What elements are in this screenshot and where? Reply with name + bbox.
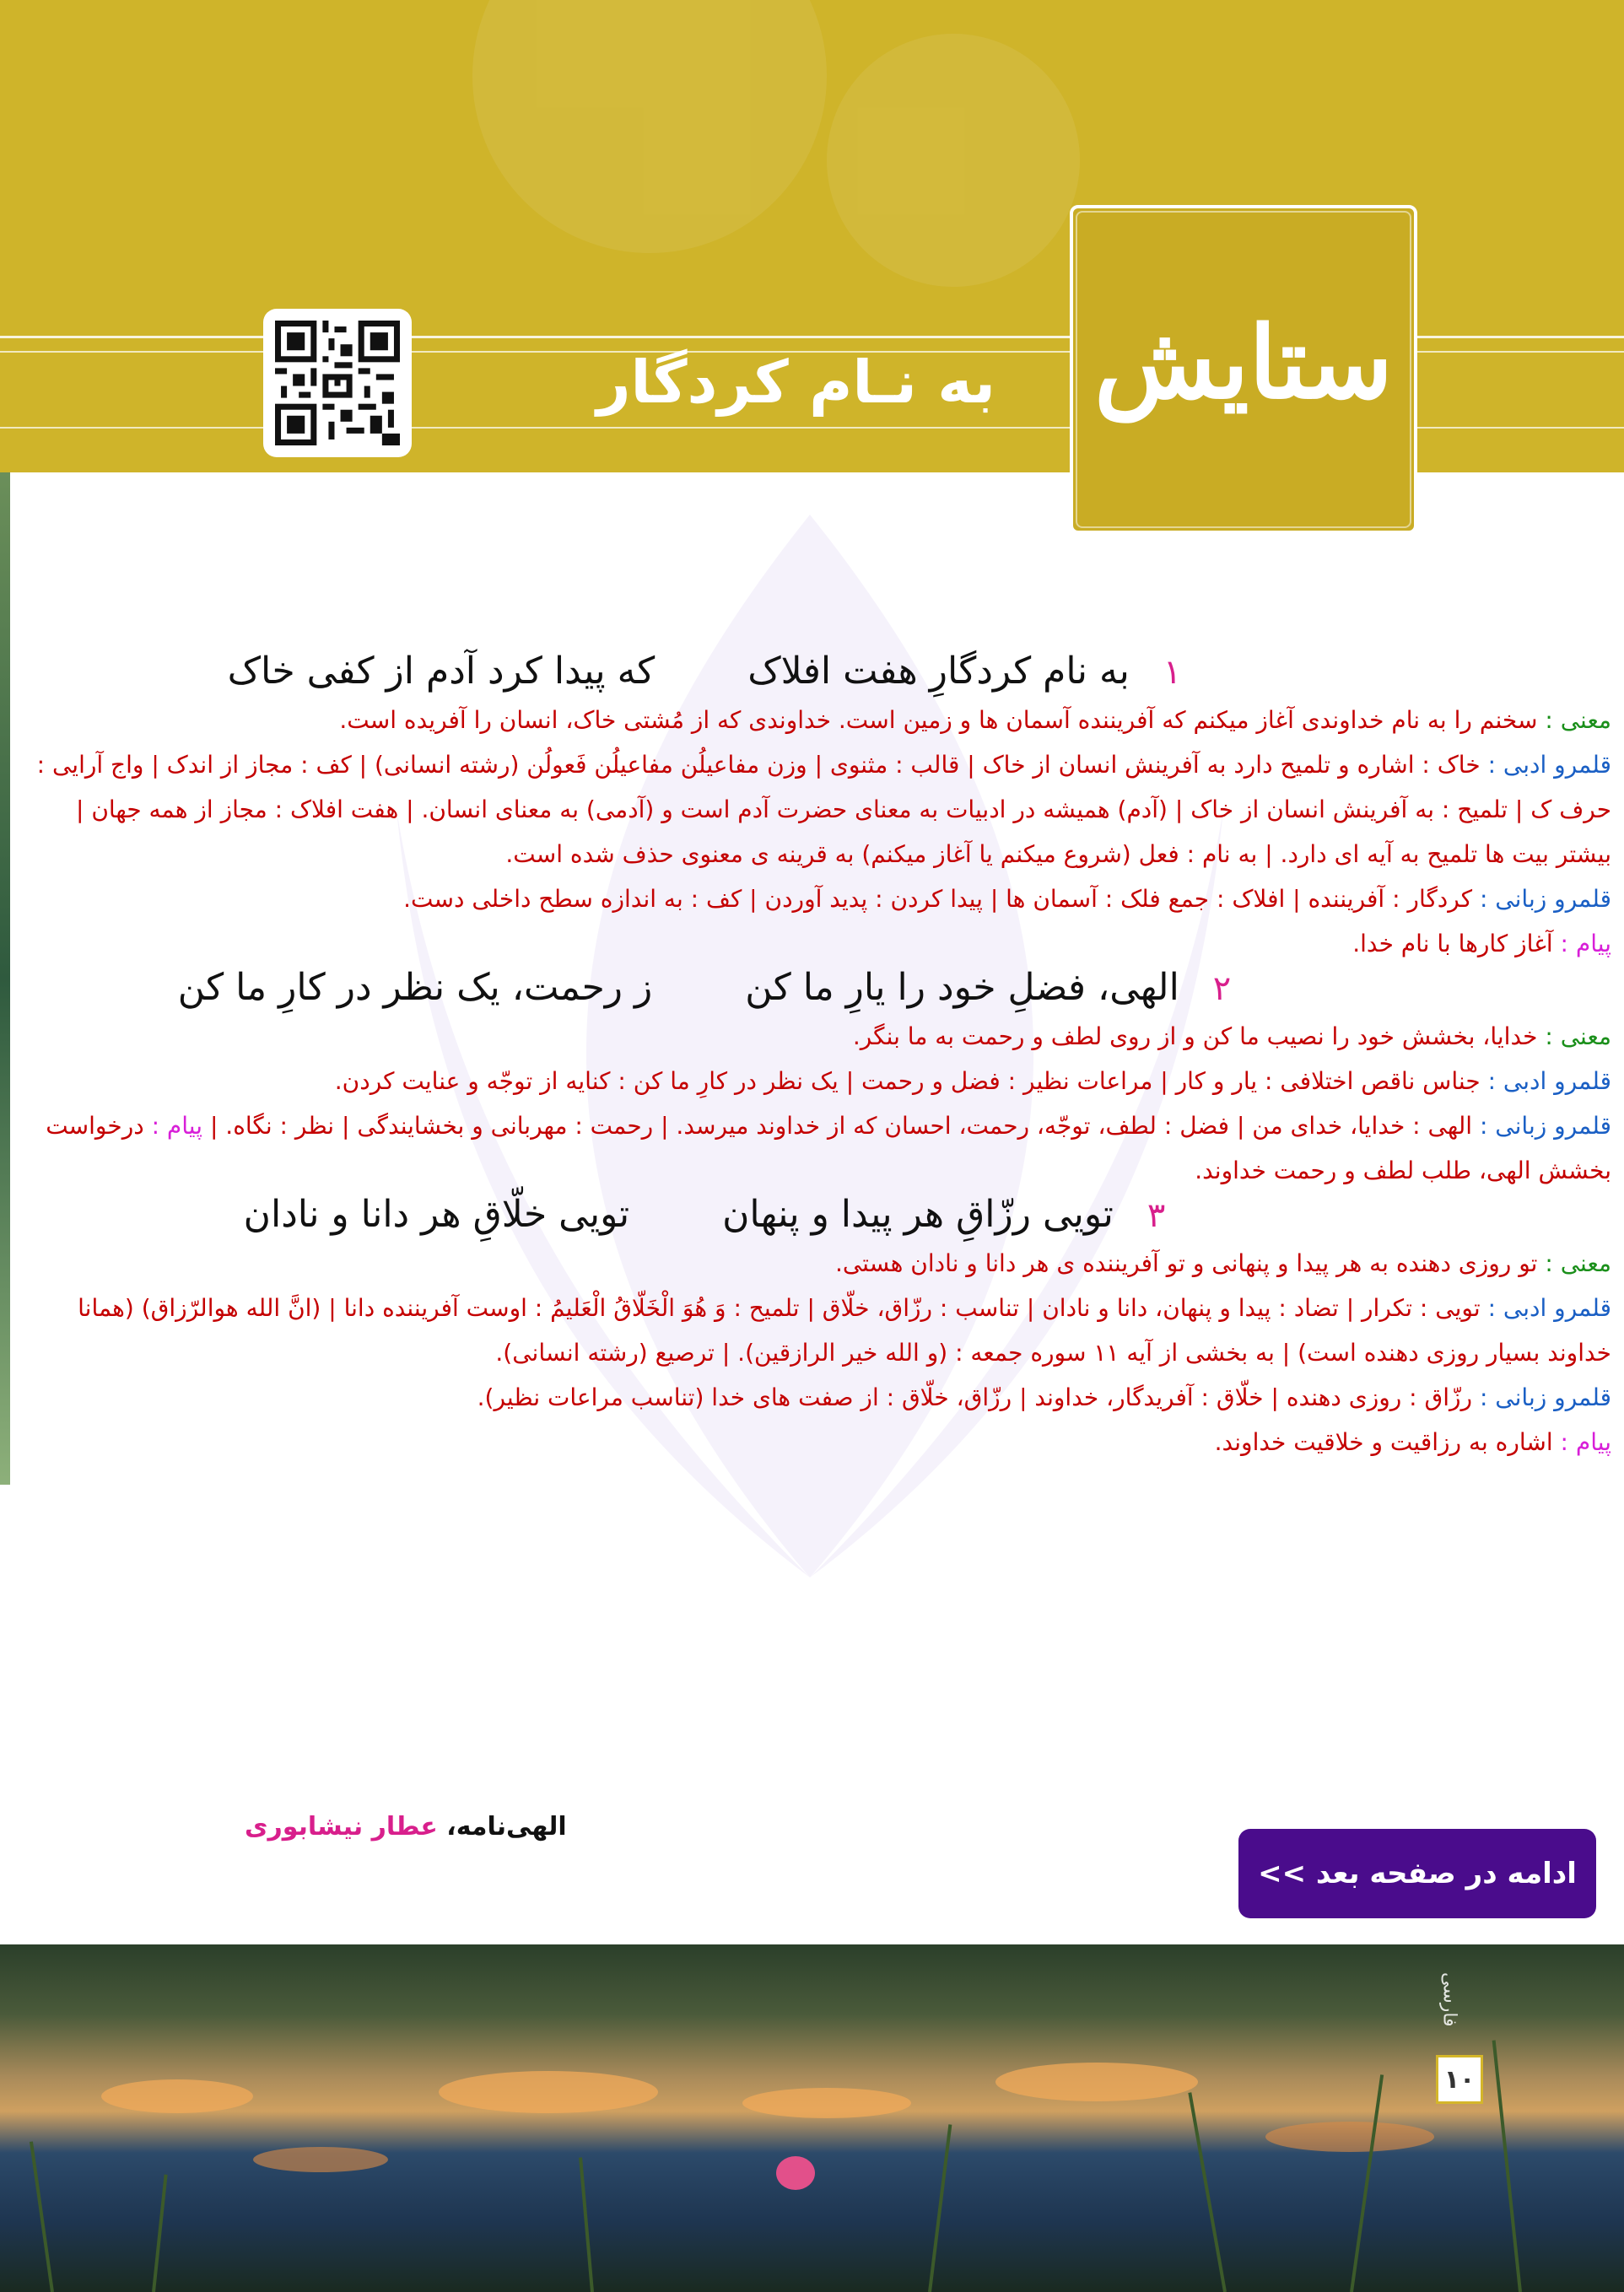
meaning-label: معنی :	[1545, 1022, 1611, 1050]
literary-label: قلمرو ادبی :	[1487, 1294, 1611, 1322]
qr-code-icon	[275, 321, 400, 445]
message-line	[17, 921, 1611, 966]
linguistic-line	[17, 1375, 1611, 1420]
verse	[17, 650, 1611, 693]
message-text: درخواست بخشش الهی، طلب لطف و رحمت خداوند.	[46, 1112, 1611, 1184]
meaning-line	[17, 1014, 1611, 1059]
verse	[17, 966, 1611, 1009]
linguistic-label: قلمرو زبانی :	[1479, 1383, 1611, 1411]
meaning-text: سخنم را به نام خداوندی آغاز میکنم که آفریننده آسمان ها و زمین است. خداوندی که از مُشتی خاک، انسان را آفریده است.	[339, 706, 1538, 734]
meaning-text: خدایا، بخشش خود را نصیب ما کن و از روی لطف و رحمت به ما بنگر.	[852, 1022, 1538, 1050]
verse-hemistich: که پیدا کرد آدم از کفی خاک	[227, 650, 656, 693]
linguistic-label: قلمرو زبانی :	[1479, 1112, 1611, 1140]
literary-line	[17, 1059, 1611, 1103]
literary-line	[17, 1286, 1611, 1375]
literary-text: جناس ناقص اختلافی : یار و کار | مراعات نظیر : فضل و رحمت | یک نظر در کارِ ما کن : کنایه از توجّه و عنایت کردن.	[334, 1067, 1481, 1095]
verse-number: ۱	[1163, 653, 1182, 692]
message-label: پیام :	[151, 1112, 203, 1140]
grass-blade	[928, 2124, 952, 2292]
reflection-cloud	[995, 2063, 1198, 2101]
reflection-cloud	[439, 2071, 658, 2113]
reflection-cloud	[101, 2079, 253, 2113]
source-citation	[245, 1812, 567, 1842]
header-decoration	[472, 0, 827, 253]
meaning-line	[17, 1241, 1611, 1286]
grass-blade	[1492, 2040, 1522, 2292]
message-text: اشاره به رزاقیت و خلاقیت خداوند.	[1214, 1428, 1553, 1456]
lesson-content	[17, 650, 1611, 1464]
literary-text: تویی : تکرار | تضاد : پیدا و پنهان، دانا و نادان | تناسب : رزّاق، خلّاق | تلمیح : وَ هُوَ الْخَلّاقُ الْعَلیمُ : اوست آفریننده دانا | (انَّ الله هوالرّزاق) (همانا خداوند بسیار روزی دهنده است) | به بخشی از آیه ۱۱ سوره جمعه : (و الله خیر الرازقین). | ترصیع (رشته انسانی).	[78, 1294, 1611, 1367]
grass-blade	[579, 2157, 594, 2292]
source-author: عطار نیشابوری	[245, 1812, 438, 1842]
book-spine-label: فارسی	[1438, 1971, 1460, 2027]
grass-blade	[30, 2141, 54, 2292]
verse-number: ۲	[1212, 969, 1232, 1008]
linguistic-line	[17, 1103, 1611, 1193]
literary-line	[17, 742, 1611, 876]
verse-hemistich: الهی، فضلِ خود را یارِ ما کن	[745, 966, 1179, 1009]
reflection-cloud	[1265, 2122, 1434, 2152]
reflection-cloud	[253, 2147, 388, 2172]
grass-blade	[152, 2175, 168, 2292]
message-line	[17, 1420, 1611, 1464]
page-number: ۱۰	[1436, 2055, 1483, 2104]
continue-next-page-button[interactable]: ادامه در صفحه بعد >>	[1238, 1829, 1596, 1918]
header-decoration	[827, 34, 1080, 287]
pink-flower	[776, 2156, 815, 2190]
qr-code[interactable]	[263, 309, 412, 457]
meaning-line	[17, 698, 1611, 742]
linguistic-text: الهی : خدایا، خدای من | فضل : لطف، توجّه، رحمت، احسان که از خداوند میرسد. | رحمت : مهربانی و بخشایندگی | نظر : نگاه. |	[209, 1112, 1473, 1140]
linguistic-line	[17, 876, 1611, 921]
landscape-photo	[0, 1944, 1624, 2292]
verse-hemistich: تویی رزّاقِ هر پیدا و پنهان	[722, 1193, 1114, 1236]
linguistic-text: کردگار : آفریننده | افلاک : جمع فلک : آسمان ها | پیدا کردن : پدید آوردن | کف : به اندازه سطح داخلی دست.	[403, 885, 1473, 913]
verse-number: ۳	[1147, 1196, 1166, 1235]
verse-hemistich: تویی خلّاقِ هر دانا و نادان	[243, 1193, 630, 1236]
literary-label: قلمرو ادبی :	[1487, 1067, 1611, 1095]
linguistic-label: قلمرو زبانی :	[1479, 885, 1611, 913]
source-book: الهی‌نامه،	[446, 1812, 567, 1842]
lesson-title: ستایش	[1094, 304, 1393, 421]
verse-hemistich: ز رحمت، یک نظر در کارِ ما کن	[177, 966, 653, 1009]
message-label: پیام :	[1560, 930, 1611, 957]
meaning-text: تو روزی دهنده به هر پیدا و پنهانی و تو آفریننده ی هر دانا و نادان هستی.	[834, 1249, 1538, 1277]
reflection-cloud	[742, 2088, 911, 2118]
verse-hemistich: به نام کردگارِ هفت افلاک	[747, 650, 1130, 693]
message-text: آغاز کارها با نام خدا.	[1352, 930, 1553, 957]
message-label: پیام :	[1560, 1428, 1611, 1456]
page-edge-photo	[0, 472, 10, 1485]
linguistic-text: رزّاق : روزی دهنده | خلّاق : آفریدگار، خداوند | رزّاق، خلّاق : از صفت های خدا (تناسب مراعات نظیر).	[477, 1383, 1473, 1411]
literary-text: خاک : اشاره و تلمیح دارد به آفرینش انسان از خاک | قالب : مثنوی | وزن مفاعیلُن مفاعیلُن فَعولُن (رشته انسانی) | کف : مجاز از اندک | واج آرایی : حرف ک | تلمیح : به آفرینش انسان از خاک | (آدم) همیشه در ادبیات به معنای حضرت آدم است و (آدمی) به معنای انسان. | هفت افلاک : مجاز از همه جهان | بیشتر بیت ها تلمیح به آیه ای دارد. | به نام : فعل (شروع میکنم یا آغاز میکنم) به قرینه ی معنوی حذف شده است.	[36, 751, 1611, 868]
verse	[17, 1193, 1611, 1236]
meaning-label: معنی :	[1545, 1249, 1611, 1277]
grass-blade	[1188, 2092, 1227, 2292]
grass-blade	[1350, 2074, 1384, 2292]
literary-label: قلمرو ادبی :	[1487, 751, 1611, 779]
meaning-label: معنی :	[1545, 706, 1611, 734]
lesson-subtitle: به نـام کردگار	[596, 348, 995, 417]
